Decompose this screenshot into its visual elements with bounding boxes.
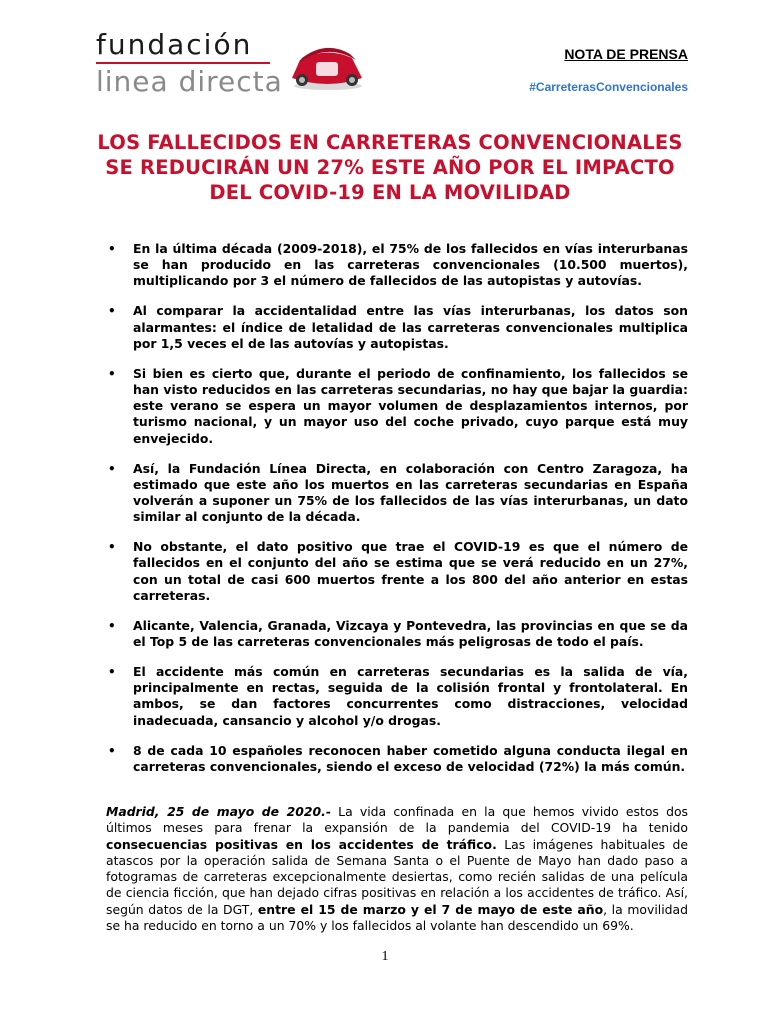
key-point <box>106 366 688 447</box>
key-point-text: Si bien es cierto que, durante el periodo de confinamiento, los fallecidos se han visto reducidos en las carreteras secundarias, no hay que bajar la guardia: este verano se espera un mayor volumen de desplazamientos internos, por turismo nacional, y un mayor uso del coche privado, cuyo parque está muy envejecido. <box>133 365 688 446</box>
bullet-dot: • <box>108 304 116 319</box>
key-point <box>106 303 688 352</box>
headline-line-2: SE REDUCIRÁN UN 27% ESTE AÑO POR EL IMPACTO <box>105 156 675 179</box>
logo-text-linea-directa: linea directa <box>96 65 283 98</box>
key-point-text: Al comparar la accidentalidad entre las vías interurbanas, los datos son alarmantes: el índice de letalidad de las carreteras convencionales multiplica por 1,5 veces el de las autovías y autopistas. <box>133 303 688 351</box>
logo-text-fundacion: fundación <box>96 28 253 61</box>
bullet-dot: • <box>108 540 116 555</box>
dateline: Madrid, 25 de mayo de 2020.- <box>106 804 331 819</box>
headline <box>80 130 700 205</box>
body-text: Las imágenes habituales de atascos por la operación salida de Semana Santa o el Puente de Mayo han dado paso a fotogramas de carreteras excepcionalmente desiertas, como recién salidas de una película de ciencia ficción, que han dejado cifras positivas en relación a los accidentes de tráfico. Así, según datos de la DGT, <box>106 836 688 917</box>
key-point <box>106 618 688 650</box>
red-telephone-logo-icon <box>286 40 368 92</box>
key-point <box>106 743 688 775</box>
bullet-dot: • <box>108 366 116 381</box>
bullet-dot: • <box>108 242 116 256</box>
foundation-logo <box>96 30 296 97</box>
press-release-label: NOTA DE PRENSA <box>564 46 688 62</box>
body-text: , la movilidad se ha reducido en torno a un 70% y los fallecidos al volante han descendido un 69%. <box>106 901 688 934</box>
key-point-text: Alicante, Valencia, Granada, Vizcaya y Pontevedra, las provincias en que se da el Top 5 de las carreteras convencionales más peligrosas de todo el país. <box>133 617 688 650</box>
bullet-dot: • <box>108 461 116 476</box>
key-point <box>106 664 688 729</box>
headline-line-3: DEL COVID-19 EN LA MOVILIDAD <box>209 181 571 204</box>
headline-line-1: LOS FALLECIDOS EN CARRETERAS CONVENCIONALES <box>97 131 683 154</box>
key-point-text: El accidente más común en carreteras secundarias es la salida de vía, principalmente en rectas, seguida de la colisión frontal y frontolateral. En ambos, se dan factores concurrentes como distracciones, velocidad inadecuada, cansancio y alcohol y/o drogas. <box>133 664 688 728</box>
logo-divider <box>96 62 270 64</box>
key-point <box>106 539 688 604</box>
bullet-dot: • <box>108 618 116 633</box>
body-text: La vida confinada en la que hemos vivido estos dos últimos meses para frenar la expansión de la pandemia del COVID-19 ha tenido <box>106 804 688 836</box>
key-point-text: 8 de cada 10 españoles reconocen haber cometido alguna conducta ilegal en carreteras convencionales, siendo el exceso de velocidad (72%) la más común. <box>133 742 688 774</box>
page-number: 1 <box>381 949 389 964</box>
key-points-list <box>106 241 688 789</box>
bullet-dot: • <box>108 665 116 680</box>
hashtag-link[interactable]: #CarreterasConvencionales <box>529 80 688 94</box>
key-point <box>106 461 688 526</box>
body-paragraph <box>106 804 688 934</box>
bullet-dot: • <box>108 743 116 758</box>
key-point-text: En la última década (2009-2018), el 75% de los fallecidos en vías interurbanas se han producido en las carreteras convencionales (10.500 muertos), multiplicando por 3 el número de fallecidos de las autopistas y autovías. <box>133 241 688 289</box>
key-point <box>106 241 688 290</box>
body-emphasis: consecuencias positivas en los accidentes de tráfico. <box>106 836 497 852</box>
key-point-text: No obstante, el dato positivo que trae el COVID-19 es que el número de fallecidos en el conjunto del año se estima que se verá reducido en un 27%, con un total de casi 600 muertos frente a los 800 del año anterior en estas carreteras. <box>133 539 688 603</box>
key-point-text: Así, la Fundación Línea Directa, en colaboración con Centro Zaragoza, ha estimado que este año los muertos en las carreteras secundarias en España volverán a suponer un 75% de los fallecidos de las vías interurbanas, un dato similar al conjunto de la década. <box>133 460 688 525</box>
body-emphasis: entre el 15 de marzo y el 7 de mayo de este año <box>257 901 604 917</box>
